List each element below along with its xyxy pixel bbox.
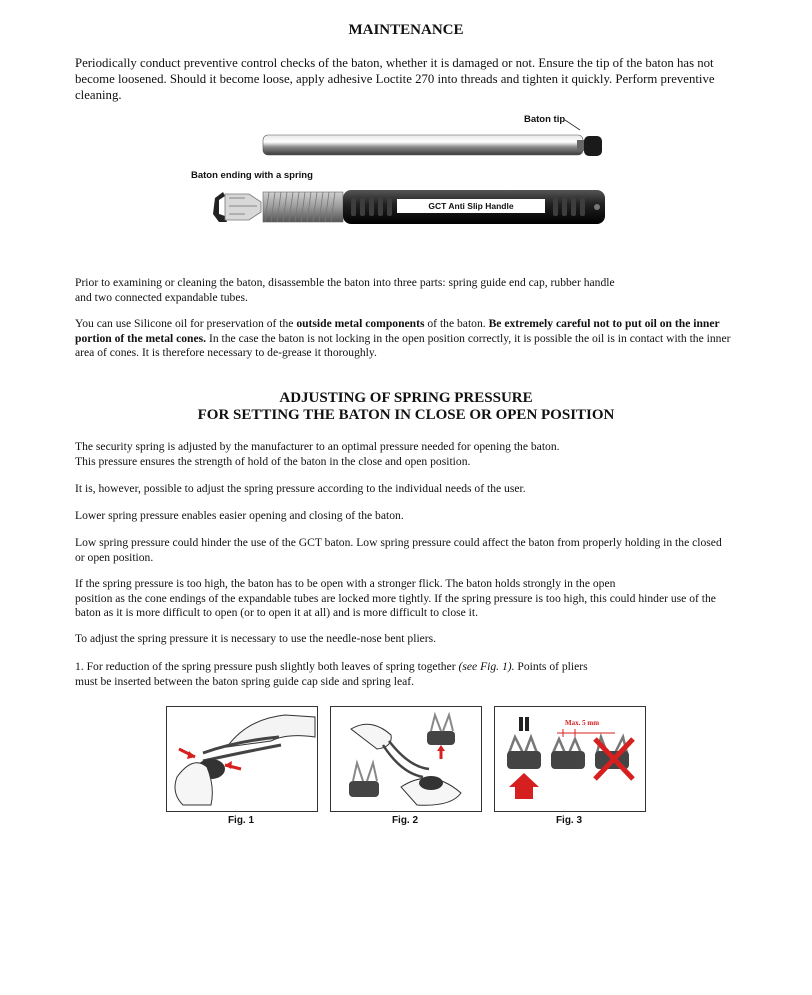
figure-2-caption: Fig. 2 xyxy=(391,815,419,826)
adjusting-para-5 xyxy=(75,577,740,621)
baton-illustration xyxy=(185,110,625,240)
baton-tip-label: Baton tip xyxy=(524,114,566,125)
cleaning-para-1 xyxy=(75,276,755,305)
adjusting-para-3: Lower spring pressure enables easier opening and closing of the baton. xyxy=(75,509,404,522)
adjusting-para-5-line-1: If the spring pressure is too high, the baton has to be open with a stronger flick. The baton holds strongly in the open xyxy=(75,577,616,590)
adjusting-title-line-2: FOR SETTING THE BATON IN CLOSE OR OPEN POSITION xyxy=(197,407,615,423)
adjusting-para-7 xyxy=(75,660,755,689)
oil-bold-2: Be extremely careful not to put oil on the inner portion of the metal cones. xyxy=(75,317,720,345)
adjusting-title xyxy=(0,390,812,424)
baton-spring-label: Baton ending with a spring xyxy=(191,170,313,181)
oil-bold-1: outside metal components xyxy=(296,317,425,330)
adjusting-para-2: It is, however, possible to adjust the spring pressure according to the individual needs of the user. xyxy=(75,482,526,495)
cleaning-para-1-line-1: Prior to examining or cleaning the baton, disassemble the baton into three parts: spring guide end cap, rubber handle xyxy=(75,276,615,289)
adjusting-para-6: To adjust the spring pressure it is necessary to use the needle-nose bent pliers. xyxy=(75,632,437,645)
adjusting-para-7-line-1 xyxy=(75,660,755,675)
figure-2 xyxy=(330,706,482,812)
adjusting-para-1-line-2: This pressure ensures the strength of hold of the baton in the close and open position. xyxy=(75,454,471,468)
adjusting-para-7-line-2: must be inserted between the baton spring guide cap side and spring leaf. xyxy=(75,674,415,688)
cleaning-para-2 xyxy=(75,317,740,361)
figure-1 xyxy=(166,706,318,812)
adjusting-para-1-line-1: The security spring is adjusted by the manufacturer to an optimal pressure needed for opening the baton. xyxy=(75,440,560,453)
fig3-max-annotation: Max. 5 mm xyxy=(565,719,600,727)
maintenance-intro: Periodically conduct preventive control checks of the baton, whether it is damaged or not. Ensure the tip of the baton has not become loosened. Should it become loose, apply adhesive Loctite 270 into threads and tighten it quickly. Perform preventive cleaning. xyxy=(75,56,715,102)
oil-text-2: of the baton. xyxy=(424,317,489,330)
cleaning-para-1-line-2: and two connected expandable tubes. xyxy=(75,290,248,304)
p7-text-1: 1. For reduction of the spring pressure push slightly both leaves of spring together xyxy=(75,660,459,673)
figure-1-caption: Fig. 1 xyxy=(227,815,255,826)
adjusting-para-5-rest: position as the cone endings of the expandable tubes are locked more tightly. If the spring pressure is too high, this could hinder use of the baton as it is more difficult to open (or to open it at all) and is more difficult to close it. xyxy=(75,591,716,619)
fig2-illustration xyxy=(331,707,481,811)
oil-text-3: In the case the baton is not locking in the open position correctly, it is possible the oil is in contact with the inner area of cones. It is therefore necessary to de-grease it thoroughly. xyxy=(75,331,731,359)
oil-text-1: You can use Silicone oil for preservation of the xyxy=(75,317,297,330)
p7-fig-ref: (see Fig. 1). xyxy=(458,660,515,673)
figure-3-caption: Fig. 3 xyxy=(555,815,583,826)
p7-text-2: Points of pliers xyxy=(514,660,588,673)
fig1-illustration xyxy=(167,707,317,811)
adjusting-para-1 xyxy=(75,440,755,469)
handle-label: GCT Anti Slip Handle xyxy=(428,201,514,211)
figure-3 xyxy=(494,706,646,812)
adjusting-title-line-1: ADJUSTING OF SPRING PRESSURE xyxy=(279,390,533,406)
maintenance-title: MAINTENANCE xyxy=(348,22,464,38)
adjusting-para-4: Low spring pressure could hinder the use of the GCT baton. Low spring pressure could affect the baton from properly holding in the closed or open position. xyxy=(75,536,722,564)
